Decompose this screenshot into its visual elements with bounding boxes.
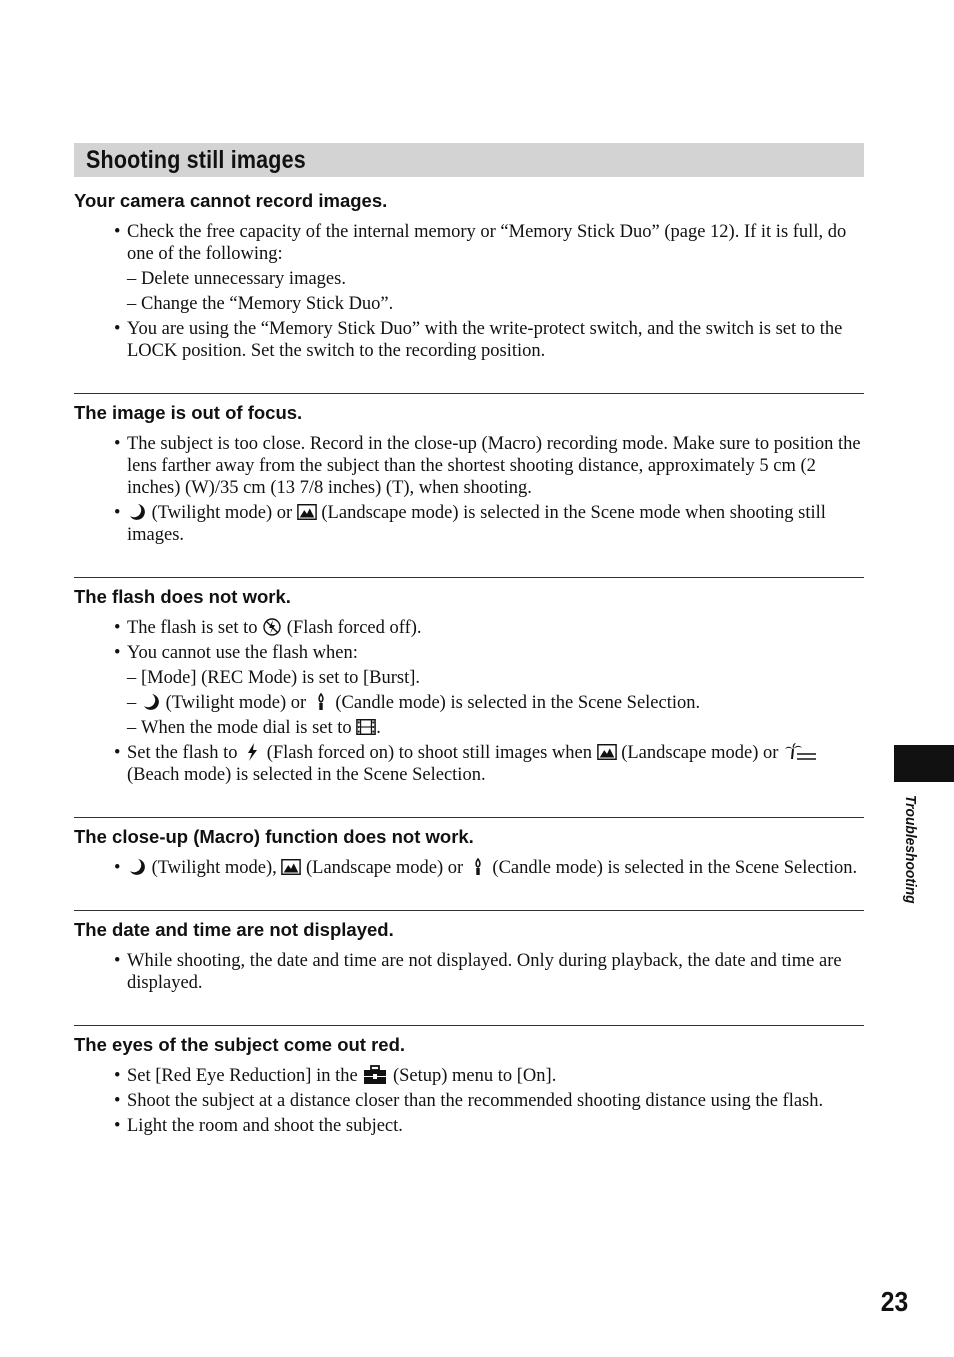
setup-toolbox-icon — [362, 1065, 388, 1085]
beach-mode-icon — [783, 742, 817, 762]
list-subitem-text: [Mode] (REC Mode) is set to [Burst]. — [141, 668, 421, 688]
chapter-side-label: Troubleshooting — [902, 795, 919, 904]
list-subitem — [74, 667, 864, 689]
list-subitem-text — [127, 718, 381, 738]
movie-mode-icon — [356, 717, 376, 737]
topic-date-time-not-displayed — [74, 910, 864, 994]
list-item: • Shoot the subject at a distance closer than the recommended shooting distance using the flash. — [74, 1090, 864, 1112]
list-subitem — [74, 268, 864, 290]
twilight-mode-icon — [127, 857, 147, 877]
list-item: • You cannot use the flash when: — [74, 642, 864, 664]
chapter-thumb-tab — [894, 745, 954, 782]
list-subitem-text: (Twilight mode) or — [161, 693, 311, 713]
list-item-text: (Twilight mode), — [147, 858, 282, 878]
landscape-mode-icon — [597, 742, 617, 762]
landscape-mode-icon — [281, 857, 301, 877]
list-subitem-text: Delete unnecessary images. — [141, 269, 346, 289]
list-item: • You are using the “Memory Stick Duo” with the write-protect switch, and the switch is set to the LOCK position. Set the switch to the recording position. — [74, 318, 864, 362]
topic-red-eyes — [74, 1025, 864, 1137]
list-item: • The subject is too close. Record in the close-up (Macro) recording mode. Make sure to position the lens farther away from the subject than the shortest shooting distance, approximately 5 cm (2 inches) (W)/35 cm (13 7/8 inches) (T), when shooting. — [74, 433, 864, 499]
candle-mode-icon — [468, 857, 488, 877]
topic-list — [74, 221, 864, 362]
topic-heading: The flash does not work. — [74, 586, 291, 607]
section-header-bar — [74, 143, 864, 177]
twilight-mode-icon — [141, 692, 161, 712]
topic-heading: Your camera cannot record images. — [74, 190, 388, 211]
list-item-text: (Flash forced on) to shoot still images when — [262, 743, 597, 763]
list-item — [74, 617, 864, 639]
list-item-text: (Landscape mode) is selected in the Scene mode when shooting still images. — [127, 503, 826, 545]
list-subitem-text: . — [376, 718, 381, 738]
topic-heading: The close-up (Macro) function does not work. — [74, 826, 474, 847]
flash-forced-off-icon — [262, 617, 282, 637]
list-item: • Check the free capacity of the internal memory or “Memory Stick Duo” (page 12). If it is full, do one of the following: — [74, 221, 864, 265]
list-item — [74, 857, 864, 879]
topic-list — [74, 857, 864, 879]
topic-list — [74, 1065, 864, 1137]
list-item-text: (Flash forced off). — [282, 618, 422, 638]
list-item — [74, 1065, 864, 1087]
list-subitem-text: When the mode dial is set to — [141, 718, 357, 738]
list-item — [74, 502, 864, 546]
topic-flash-does-not-work — [74, 577, 864, 786]
twilight-mode-icon — [127, 502, 147, 522]
list-subitem-text: (Candle mode) is selected in the Scene Selection. — [330, 693, 701, 713]
topic-heading: The image is out of focus. — [74, 402, 303, 423]
list-item-text: The flash is set to — [127, 618, 263, 638]
list-item-text: (Landscape mode) or — [616, 743, 784, 763]
flash-forced-on-icon — [242, 742, 262, 762]
topic-macro-does-not-work — [74, 817, 864, 879]
list-item-text: (Landscape mode) or — [301, 858, 468, 878]
topic-heading: The date and time are not displayed. — [74, 919, 394, 940]
list-subitem — [74, 293, 864, 315]
list-item — [74, 742, 864, 786]
topic-list — [74, 433, 864, 546]
list-item-text: Set [Red Eye Reduction] in the — [127, 1066, 363, 1086]
list-item-text: (Twilight mode) or — [147, 503, 297, 523]
list-item: • Light the room and shoot the subject. — [74, 1115, 864, 1137]
section-title: Shooting still images — [86, 145, 306, 174]
topic-list — [74, 950, 864, 994]
list-item-text: (Setup) menu to [On]. — [388, 1066, 557, 1086]
list-subitem — [74, 717, 864, 739]
list-item-text: (Candle mode) is selected in the Scene Selection. — [487, 858, 858, 878]
list-item: • While shooting, the date and time are not displayed. Only during playback, the date and time are displayed. — [74, 950, 864, 994]
list-subitem — [74, 692, 864, 714]
list-subitem-text — [127, 693, 700, 713]
page-number: 23 — [880, 1286, 908, 1317]
topic-image-out-of-focus — [74, 393, 864, 546]
candle-mode-icon — [311, 692, 331, 712]
page-content — [74, 143, 864, 1140]
landscape-mode-icon — [297, 502, 317, 522]
list-item-text: (Beach mode) is selected in the Scene Selection. — [127, 765, 486, 785]
topic-camera-cannot-record — [74, 190, 864, 362]
list-subitem-text: Change the “Memory Stick Duo”. — [141, 294, 394, 314]
topic-heading: The eyes of the subject come out red. — [74, 1034, 406, 1055]
topic-list — [74, 617, 864, 786]
list-item-text: Set the flash to — [127, 743, 243, 763]
